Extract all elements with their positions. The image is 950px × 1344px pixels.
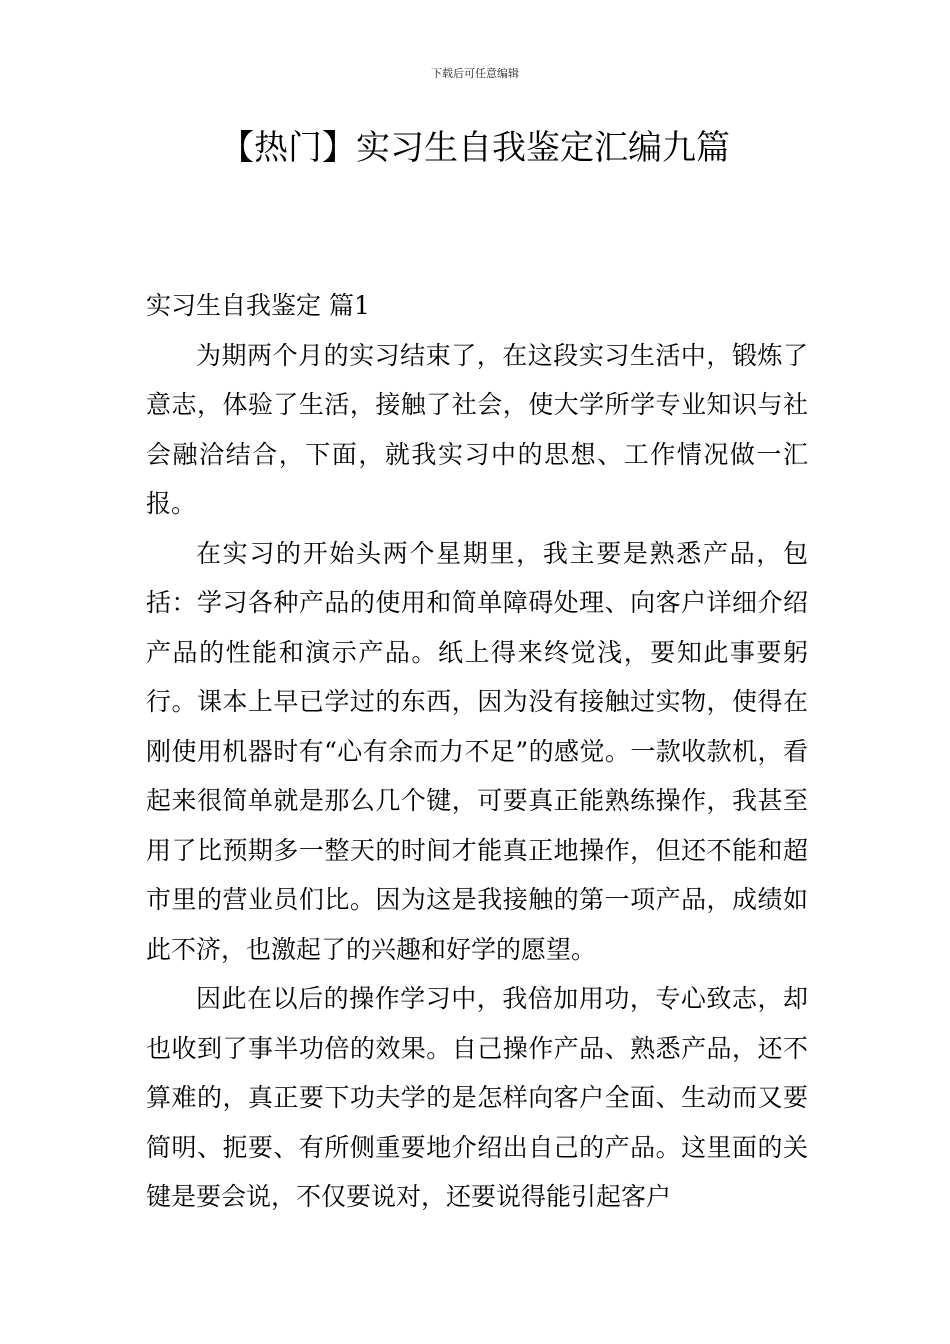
paragraph-1: 为期两个月的实习结束了，在这段实习生活中，锻炼了意志，体验了生活，接触了社会，使大学所学专业知识与社会融洽结合，下面，就我实习中的思想、工作情况做一汇报。 — [146, 340, 808, 518]
document-title: 【热门】实习生自我鉴定汇编九篇 — [220, 128, 730, 168]
paragraph-3: 因此在以后的操作学习中，我倍加用功，专心致志，却也收到了事半功倍的效果。自己操作产品、熟悉产品，还不算难的，真正要下功夫学的是怎样向客户全面、生动而又要简明、扼要、有所侧重要地介绍出自己的产品。这里面的关键是要会说，不仅要说对，还要说得能引起客户 — [146, 984, 808, 1211]
document-body — [146, 281, 808, 1222]
header-note: 下载后可任意编辑 — [431, 67, 519, 80]
paragraph-2: 在实习的开始头两个星期里，我主要是熟悉产品，包括：学习各种产品的使用和简单障碍处理、向客户详细介绍产品的性能和演示产品。纸上得来终觉浅，要知此事要躬行。课本上早已学过的东西，因为没有接触过实物，使得在刚使用机器时有“心有余而力不足”的感觉。一款收款机，看起来很简单就是那么几个键，可要真正能熟练操作，我甚至用了比预期多一整天的时间才能真正地操作，但还不能和超市里的营业员们比。因为这是我接触的第一项产品，成绩如此不济，也激起了的兴趣和好学的愿望。 — [146, 538, 808, 964]
section-heading: 实习生自我鉴定 篇1 — [146, 291, 370, 320]
